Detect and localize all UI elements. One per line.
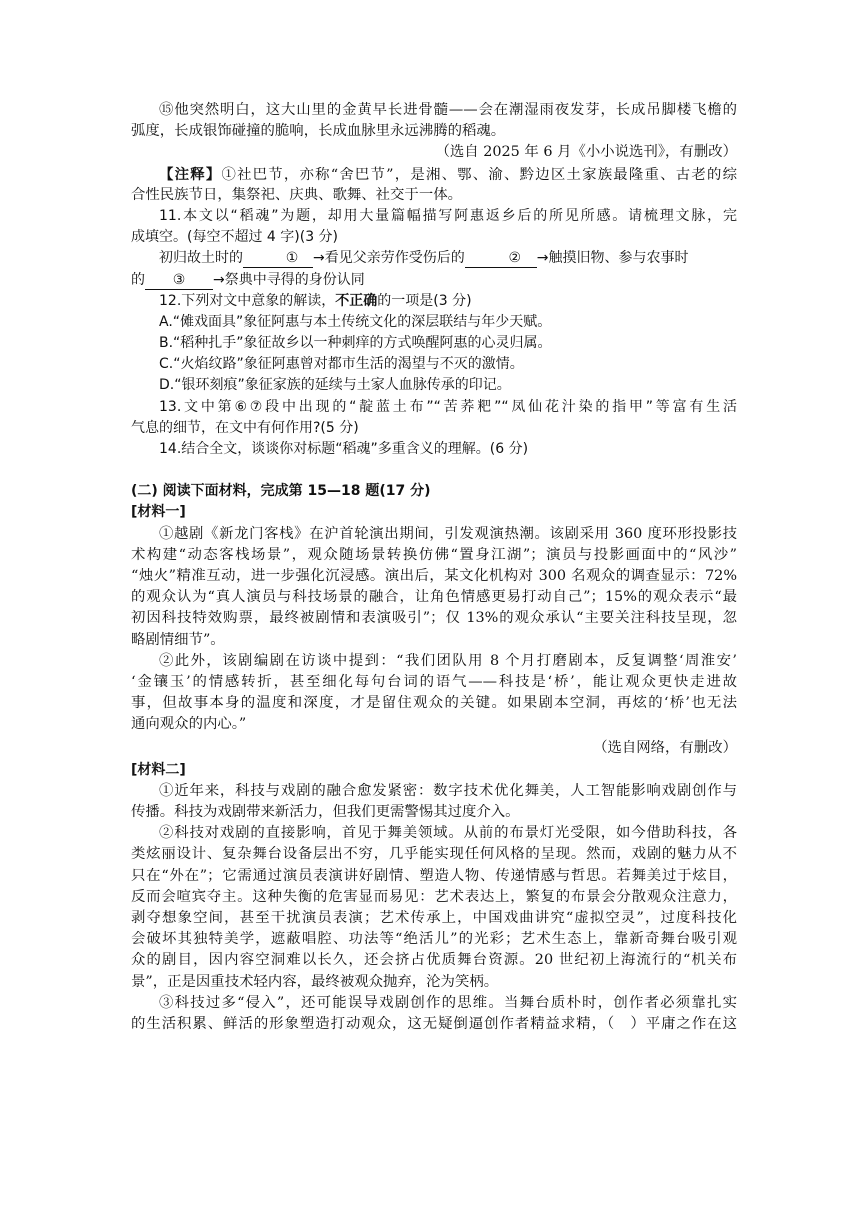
fill-text-4: 的 [131, 271, 145, 288]
question-11-line-2: 成填空。(每空不超过 4 字)(3 分) [131, 229, 339, 246]
question-12-stem [131, 291, 737, 312]
material-2-paragraph-3 [131, 993, 737, 1035]
fill-text-1: 初归故土时的 [159, 250, 243, 267]
text-line: 事，但故事本身的温度和深度，才是留住观众的关键。如果剧本空洞，再炫的‘桥’也无法 [131, 695, 737, 712]
material-2-label: [材料二] [131, 761, 186, 778]
text-line: 通向观众的内心。” [131, 716, 247, 733]
exam-page [131, 100, 737, 1035]
option-b[interactable]: B.“稻种扎手”象征故乡以一种刺痒的方式唤醒阿惠的心灵归属。 [159, 335, 552, 352]
text-line: ②科技对戏剧的直接影响，首见于舞美领域。从前的布景灯光受限，如今借助科技，各 [159, 825, 737, 842]
material-1-paragraph-2 [131, 651, 737, 736]
answer-blank-1[interactable]: ① [243, 249, 313, 268]
text-line: “烛火”精准互动，进一步强化沉浸感。演出后，某文化机构对 300 名观众的调查显示：72% [131, 567, 737, 584]
question-12-emphasis: 不正确 [335, 292, 378, 309]
paragraph-15-line-2: 弧度，长成银饰碰撞的脆响，长成血脉里永远沸腾的稻魂。 [131, 123, 506, 140]
text-line: ②此外，该剧编剧在访谈中提到：“我们团队用 8 个月打磨剧本，反复调整‘周淮安’ [159, 652, 737, 669]
question-11-fill-line-2 [131, 270, 737, 291]
material-1-source: （选自网络，有删改） [593, 740, 737, 757]
questions [131, 206, 737, 460]
paragraph-15-line-1: ⑮他突然明白，这大山里的金黄早长进骨髓——会在潮湿雨夜发芽，长成吊脚楼飞檐的 [159, 102, 737, 118]
text-line: 的观众认为“真人演员与科技场景的融合，让角色情感更易打动自己”；15%的观众表示“最 [131, 589, 737, 606]
text-line: 景”，正是因重技术轻内容，最终被观众抛弃，沦为笑柄。 [131, 973, 499, 990]
material-2-paragraph-1 [131, 781, 737, 823]
answer-blank-2[interactable]: ② [465, 249, 537, 268]
option-d[interactable]: D.“银环刻痕”象征家族的延续与土家人血脉传承的印记。 [159, 377, 511, 394]
fill-text-2: →看见父亲劳作受伤后的 [313, 250, 465, 267]
option-a[interactable]: A.“傩戏面具”象征阿惠与本土传统文化的深层联结与年少天赋。 [159, 313, 552, 330]
fill-text-3: →触摸旧物、参与农事时 [536, 250, 689, 267]
material-1-paragraph-1 [131, 524, 737, 651]
text-line: 术构建“动态客栈场景”，观众随场景转换仿佛“置身江湖”；演员与投影画面中的“风沙” [131, 546, 737, 563]
fill-text-5: →祭典中寻得的身份认同 [213, 271, 365, 288]
text-line: 众的剧目，因内容空洞难以长久，还会挤占优质舞台资源。20 世纪初上海流行的“机关布 [131, 952, 737, 969]
question-11-fill-line-1 [131, 248, 737, 269]
text-line: 只在“外在”；它需通过演员表演讲好剧情、塑造人物、传递情感与哲思。若舞美过于炫目， [131, 867, 737, 884]
question-13-line-1: 13.文中第⑥⑦段中出现的“靛蓝土布”“苦荞粑”“凤仙花汁染的指甲”等富有生活 [159, 398, 737, 415]
text-line: 初因科技特效购票，最终被剧情和表演吸引”；仅 13%的观众承认“主要关注科技呈现，忽 [131, 610, 737, 627]
text-line: ‘金镶玉’的情感转折，甚至细化每句台词的语气——科技是‘桥’，能让观众更快走进故 [131, 673, 737, 690]
story-source: （选自 2025 年 6 月《小小说选刊》，有删改） [435, 144, 737, 161]
section-heading: (二) 阅读下面材料，完成第 15—18 题(17 分) [131, 483, 431, 500]
text-line: 类炫丽设计、复杂舞台设备层出不穷，几乎能实现任何风格的呈现。然而，戏剧的魅力从不 [131, 846, 737, 863]
answer-blank-3[interactable]: ③ [145, 271, 213, 290]
text-line: 略剧情细节”。 [131, 631, 225, 648]
text-line: 反而会喧宾夺主。这种失衡的危害显而易见：艺术表达上，繁复的布景会分散观众注意力， [131, 888, 737, 905]
option-c[interactable]: C.“火焰纹路”象征阿惠曾对都市生活的渴望与不灭的激情。 [159, 356, 524, 373]
text-line: 会破坏其独特美学，遮蔽唱腔、功法等“绝活儿”的光彩；艺术生态上，靠新奇舞台吸引观 [131, 931, 737, 948]
material-1-label: [材料一] [131, 504, 186, 521]
text-line: 传播。科技为戏剧带来新活力，但我们更需警惕其过度介入。 [131, 804, 520, 820]
text-line: ①越剧《新龙门客栈》在沪首轮演出期间，引发观演热潮。该剧采用 360 度环形投影技 [159, 525, 737, 542]
text-line: ①近年来，科技与戏剧的融合愈发紧密：数字技术优化舞美，人工智能影响戏剧创作与 [159, 782, 737, 799]
story-ending [131, 100, 737, 206]
note-line-2: 合性民族节日，集祭祀、庆典、歌舞、社交于一体。 [131, 186, 462, 203]
question-14: 14.结合全文，谈谈你对标题“稻魂”多重含义的理解。(6 分) [159, 441, 529, 457]
note-text: ①社巴节，亦称“舍巴节”，是湘、鄂、渝、黔边区土家族最隆重、古老的综 [221, 166, 737, 183]
question-12-text-a: 12.下列对文中意象的解读， [159, 292, 336, 309]
text-line: ③科技过多“侵入”，还可能误导戏剧创作的思维。当舞台质朴时，创作者必须靠扎实 [159, 994, 737, 1011]
text-line: 剥夺想象空间，甚至干扰演员表演；艺术传承上，中国戏曲讲究“虚拟空灵”，过度科技化 [131, 909, 737, 926]
text-line: 的生活积累、鲜活的形象塑造打动观众，这无疑倒逼创作者精益求精，（ ）平庸之作在这 [131, 1015, 737, 1032]
note-heading: 【注释】 [159, 165, 222, 183]
note-line-1 [131, 164, 737, 185]
material-2-paragraph-2 [131, 823, 737, 993]
question-13-line-2: 气息的细节，在文中有何作用?(5 分) [131, 419, 359, 436]
section-two [131, 481, 737, 1035]
question-12-text-b: 的一项是(3 分) [377, 292, 472, 309]
question-11-line-1: 11.本文以“稻魂”为题，却用大量篇幅描写阿惠返乡后的所见所感。请梳理文脉，完 [159, 207, 737, 224]
